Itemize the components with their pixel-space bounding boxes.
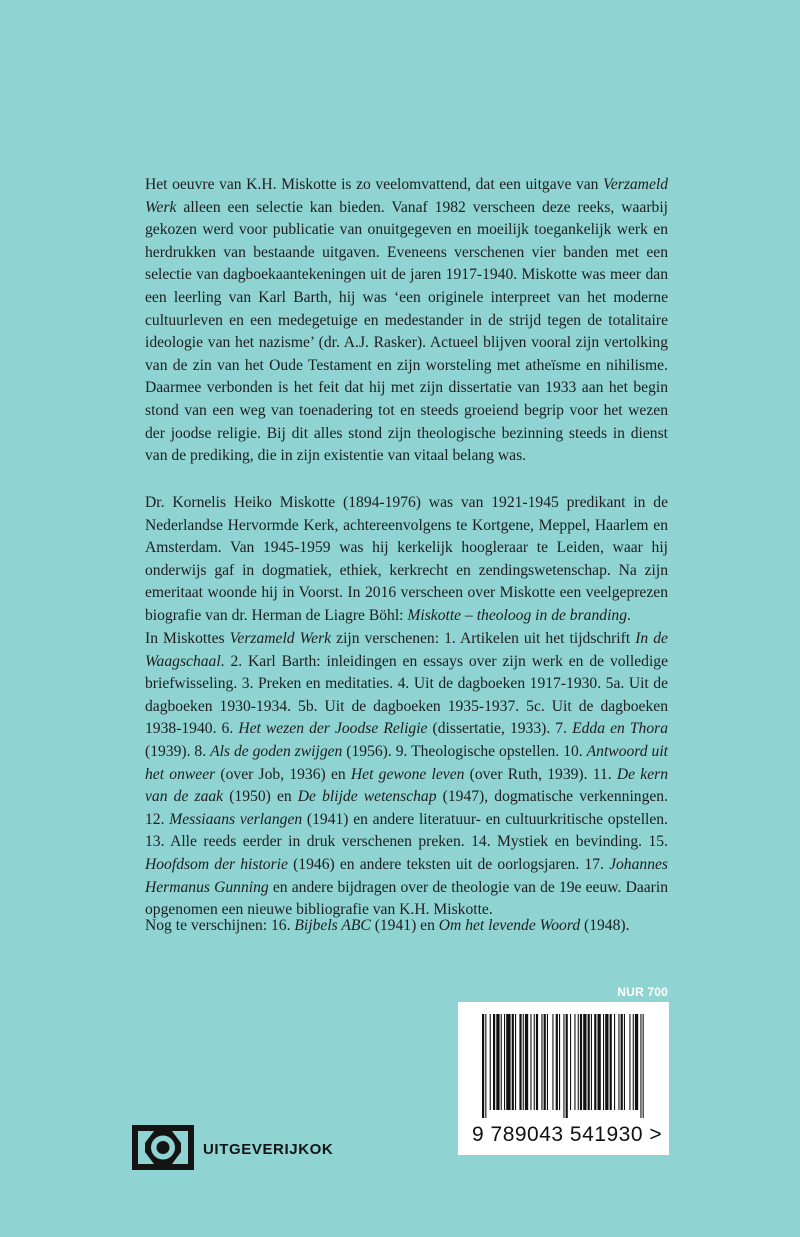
title-italic: Antwoord uit het onweer [145, 742, 668, 783]
text-run: (over Job, 1936) en [215, 765, 351, 783]
title-italic: Johannes Hermanus Gunning [145, 855, 668, 896]
title-italic: Het wezen der Joodse Religie [238, 720, 428, 738]
title-italic: Miskotte – theoloog in de branding [407, 606, 627, 624]
barcode-bar [485, 1014, 486, 1118]
text-run: (1946) en andere teksten uit de oorlogsjaren. 17. [287, 855, 610, 873]
barcode-bar [614, 1014, 615, 1110]
barcode-bars [482, 1014, 645, 1118]
barcode-bar [515, 1014, 516, 1110]
text-run: Nog te verschijnen: 16. [145, 917, 295, 934]
publisher-name: UITGEVERIJKOK [203, 1141, 334, 1158]
barcode-bar [643, 1014, 644, 1118]
title-italic: Bijbels ABC [294, 917, 371, 934]
text-run: (1956). 9. Theologische opstellen. 10. [342, 742, 587, 760]
barcode-bar [594, 1014, 596, 1110]
title-italic: Het gewone leven [350, 765, 465, 783]
text-run: (1941) en [370, 917, 439, 934]
barcode-bar [501, 1014, 502, 1110]
title-italic: Messiaans verlangen [169, 810, 303, 828]
barcode-bar [580, 1014, 582, 1110]
barcode-bar [544, 1014, 546, 1110]
barcode-bar [482, 1014, 484, 1118]
barcode-bar [640, 1014, 641, 1118]
barcode-bar [559, 1014, 560, 1110]
description-paragraph [145, 174, 668, 468]
author-bio-paragraph [145, 492, 668, 628]
barcode-bar [570, 1014, 571, 1110]
text-run: (1941) en andere literatuur- en cultuurkritische opstellen. 13. Alle reeds eerder in druk verschenen preken. 14. Mystiek en bevinding. 15. [145, 810, 668, 851]
barcode-bar [633, 1014, 634, 1110]
barcode-bar [624, 1014, 625, 1110]
title-italic: Edda en Thora [572, 720, 668, 738]
title-italic: In de Waagschaal [145, 630, 668, 670]
text-run: (1950) en [223, 788, 298, 806]
text-run: Het oeuvre van K.H. Miskotte is zo veelomvattend, dat een uitgave van [145, 176, 604, 193]
barcode-bar [635, 1014, 638, 1110]
barcode-bar [519, 1014, 521, 1110]
barcode-bar [574, 1014, 575, 1110]
title-italic: Als de goden zwijgen [210, 742, 343, 760]
barcode-bar [504, 1014, 505, 1110]
barcode-bar [490, 1014, 491, 1110]
barcode-bar [552, 1014, 553, 1110]
title-italic: Om het levende Woord [438, 917, 581, 934]
barcode-bar [578, 1014, 579, 1110]
barcode-bar [525, 1014, 528, 1110]
text-run: Dr. Kornelis Heiko Miskotte (1894-1976) was van 1921-1945 predikant in de Nederlandse Hervormde Kerk, achtereenvolgens te Kortgene, Meppel, Haarlem en Amsterdam. Van 1945-1959 was hij kerkelijk hoogleraar te Leiden, waar hij onderwijs gaf in dogmatiek, ethiek, kerkrecht en zendingswetenschap. Na zijn emeritaat woonde hij in Voorst. In 2016 verscheen over Miskotte een veelgeprezen biografie van dr. Herman de Liagre Böhl: [145, 494, 668, 624]
barcode-bar [566, 1014, 568, 1118]
text-run: . 2. Karl Barth: inleidingen en essays over zijn werk en de volledige briefwisseling. 3. Preken en meditaties. 4. Uit de dagboeken 1917-1930. 5a. Uit de dagboeken 1930-1934. 5b. Uit de dagboeken 1935-1937. 5c. Uit de dagboeken 1938-1940. 6. [145, 652, 668, 738]
text-run: (1947), dogmatische verkenningen. 12. [145, 788, 668, 828]
barcode-bar [534, 1014, 535, 1110]
title-italic: Verzameld Werk [145, 176, 668, 216]
barcode-bar [512, 1014, 514, 1110]
barcode-bar [530, 1014, 531, 1110]
published-volumes-paragraph [145, 628, 668, 922]
text-run: In Miskottes [145, 630, 230, 647]
barcode-bar [547, 1014, 548, 1110]
barcode-bar [591, 1014, 592, 1110]
barcode-bar [556, 1014, 558, 1110]
barcode-bar [506, 1014, 510, 1110]
barcode-bar [536, 1014, 538, 1110]
text-run: alleen een selectie kan bieden. Vanaf 1982 verscheen deze reeks, waarbij gekozen werd voor publicatie van onuitgegeven en moeilijk toegankelijk werk en herdrukken van bestaande uitgaven. Eveneens verschenen vier banden met een selectie van dagboekaantekeningen uit de jaren 1917-1940. Miskotte was meer dan een leerling van Karl Barth, hij was ‘een originele interpreet van het moderne cultuurleven en een medegetuige en medestander in de strijd tegen de totalitaire ideologie van het nazisme’ (dr. A.J. Rasker). Actueel blijven vooral zijn vertolking van de zin van het Oude Testament en zijn worsteling met atheïsme en nihilisme. Daarmee verbonden is het feit dat hij met zijn dissertatie van 1933 aan het begin stond van een weg van toenadering tot en steeds groeiend begrip voor het wezen der joodse religie. Bij dit alles stond zijn theologische bezinning steeds in dienst van de prediking, die in zijn existentie van vitaal belang was. [145, 198, 668, 465]
title-italic: Hoofdsom der historie [145, 855, 288, 873]
publisher-logo-icon [132, 1125, 194, 1175]
forthcoming-volumes-paragraph [145, 915, 668, 938]
barcode-bar [610, 1014, 612, 1110]
barcode-bar [496, 1014, 499, 1110]
title-italic: De blijde wetenschap [297, 788, 437, 806]
text-run: (dissertatie, 1933). 7. [427, 720, 573, 738]
title-italic: De kern van de zaak [145, 765, 668, 806]
isbn-barcode [458, 1002, 669, 1155]
barcode-bar [563, 1014, 564, 1118]
barcode-bar [621, 1014, 623, 1110]
nur-code: NUR 700 [617, 985, 668, 999]
barcode-bar [603, 1014, 604, 1110]
title-italic: Verzameld Werk [229, 630, 332, 647]
barcode-bar [523, 1014, 524, 1110]
barcode-bar [541, 1014, 542, 1110]
text-run: en andere bijdragen over de theologie van de 19e eeuw. Daarin opgenomen een nieuwe bibliografie van K.H. Miskotte. [145, 878, 669, 919]
barcode-bar [493, 1014, 495, 1110]
barcode-bar [588, 1014, 590, 1110]
isbn-number: 9 789043 541930 > [472, 1123, 663, 1146]
text-run: (1948). [580, 917, 630, 934]
text-run: (1939). 8. [145, 742, 211, 760]
text-run: zijn verschenen: 1. Artikelen uit het tijdschrift [331, 630, 636, 647]
barcode-bar [618, 1014, 619, 1110]
barcode-bar [598, 1014, 601, 1110]
text-run: . [627, 606, 631, 624]
barcode-bar [583, 1014, 586, 1110]
barcode-bar [605, 1014, 608, 1110]
barcode-bar [629, 1014, 630, 1110]
text-run: (over Ruth, 1939). 11. [464, 765, 617, 783]
